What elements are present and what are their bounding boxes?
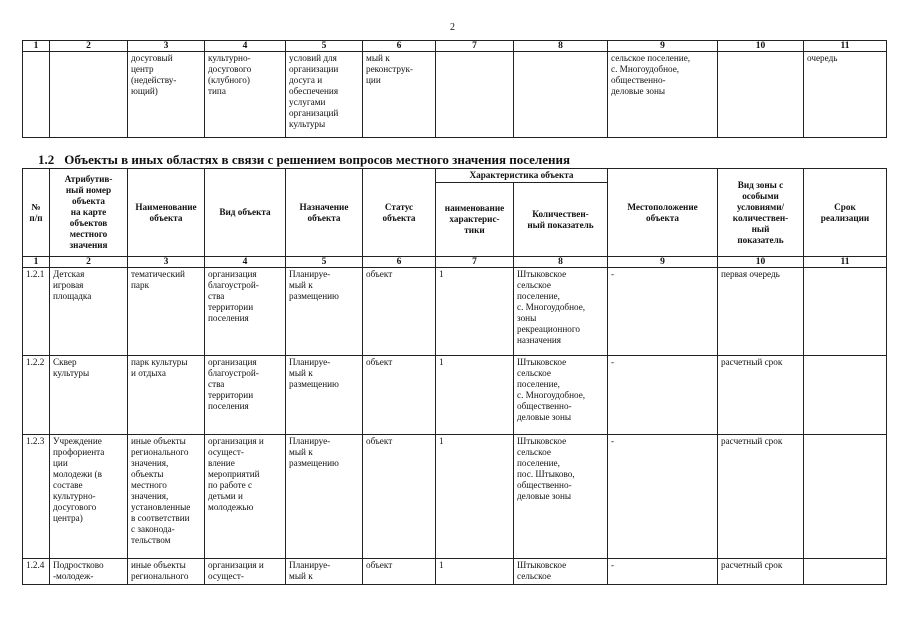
column-number: 1 [23,41,50,52]
column-number: 9 [608,41,718,52]
column-number: 3 [128,41,205,52]
column-number: 5 [286,257,363,268]
header-num: № п/п [23,169,50,257]
header-location: Местоположение объекта [608,169,718,257]
table-cell: первая очередь [718,268,804,356]
column-number: 4 [205,257,286,268]
table-cell: Штыковское сельское [514,559,608,585]
table-cell [50,52,128,138]
header-zone: Вид зоны с особыми условиями/ количествен- ный показатель [718,169,804,257]
table-cell [436,52,514,138]
table-row [23,559,887,585]
table-cell: 1.2.4 [23,559,50,585]
table-cell: объект [363,356,436,435]
table-cell: 1.2.1 [23,268,50,356]
table-cell: расчетный срок [718,356,804,435]
column-number: 7 [436,41,514,52]
header-object-kind: Вид объекта [205,169,286,257]
header-row [23,169,887,183]
table-cell [804,356,887,435]
column-number: 8 [514,257,608,268]
header-term: Срок реализации [804,169,887,257]
table-cell: 1 [436,268,514,356]
table-cell: - [608,559,718,585]
header-object-name: Наименование объекта [128,169,205,257]
table-cell: Сквер культуры [50,356,128,435]
column-number: 10 [718,257,804,268]
table-cell: организация благоустрой- ства территории поселения [205,356,286,435]
table-cell: расчетный срок [718,435,804,559]
table-cell: культурно- досугового (клубного) типа [205,52,286,138]
table-cell: Подростково -молодеж- [50,559,128,585]
table-cell: - [608,356,718,435]
table-cell [514,52,608,138]
table-row [23,268,887,356]
header-attr-number: Атрибутив- ный номер объекта на карте объектов местного значения [50,169,128,257]
column-number: 2 [50,41,128,52]
page-number: 2 [450,22,455,33]
table-cell: Учреждение профориента ции молодежи (в составе культурно- досугового центра) [50,435,128,559]
table-row [23,52,887,138]
column-number: 11 [804,41,887,52]
table-cell [804,559,887,585]
table-cell: 1.2.3 [23,435,50,559]
column-number: 8 [514,41,608,52]
table-row [23,356,887,435]
objects-table [22,168,887,585]
table-cell: Штыковское сельское поселение, с. Многоудобное, общественно- деловые зоны [514,356,608,435]
table-cell: Планируе- мый к размещению [286,356,363,435]
continuation-table [22,40,887,138]
table-cell: парк культуры и отдыха [128,356,205,435]
column-number: 6 [363,257,436,268]
table-cell: - [608,435,718,559]
column-number: 3 [128,257,205,268]
table-cell: Штыковское сельское поселение, пос. Штыково, общественно- деловые зоны [514,435,608,559]
table-cell: объект [363,268,436,356]
table-cell: очередь [804,52,887,138]
table-cell [804,268,887,356]
table-cell [23,52,50,138]
column-number: 1 [23,257,50,268]
table-cell: организация благоустрой- ства территории поселения [205,268,286,356]
table-cell: сельское поселение, с. Многоудобное, общественно- деловые зоны [608,52,718,138]
table-cell: организация и осущест- вление мероприятий по работе с детьми и молодежью [205,435,286,559]
table-cell: иные объекты регионального значения, объекты местного значения, установленные в соответствии с законода- тельством [128,435,205,559]
table-cell [804,435,887,559]
table-cell: Планируе- мый к размещению [286,435,363,559]
section-heading [38,152,570,168]
table-cell: условий для организации досуга и обеспечения услугами организаций культуры [286,52,363,138]
table-cell: тематический парк [128,268,205,356]
column-number: 9 [608,257,718,268]
header-characteristic-name: наименование характерис- тики [436,183,514,257]
table-cell: организация и осущест- [205,559,286,585]
table-cell: Планируе- мый к размещению [286,268,363,356]
table-cell: иные объекты регионального [128,559,205,585]
column-number: 7 [436,257,514,268]
section-title: Объекты в иных областях в связи с решением вопросов местного значения поселения [64,152,571,167]
table-cell: 1.2.2 [23,356,50,435]
column-number: 5 [286,41,363,52]
column-number: 6 [363,41,436,52]
column-number: 10 [718,41,804,52]
table-row [23,435,887,559]
header-characteristic-quantity: Количествен- ный показатель [514,183,608,257]
table-cell: расчетный срок [718,559,804,585]
table-cell: объект [363,559,436,585]
table-cell: 1 [436,356,514,435]
table-cell: Детская игровая площадка [50,268,128,356]
table-cell [718,52,804,138]
column-number: 11 [804,257,887,268]
table-cell: досуговый центр (недейству- ющий) [128,52,205,138]
table-cell: объект [363,435,436,559]
table-cell: 1 [436,435,514,559]
table-cell: - [608,268,718,356]
column-number-row [23,41,887,52]
header-object-purpose: Назначение объекта [286,169,363,257]
table-cell: мый к реконструк- ции [363,52,436,138]
header-characteristics: Характеристика объекта [436,169,608,183]
column-number-row [23,257,887,268]
column-number: 2 [50,257,128,268]
table-cell: Штыковское сельское поселение, с. Многоудобное, зоны рекреационного назначения [514,268,608,356]
table-cell: 1 [436,559,514,585]
column-number: 4 [205,41,286,52]
header-object-status: Статус объекта [363,169,436,257]
table-cell: Планируе- мый к [286,559,363,585]
section-number: 1.2 [38,152,55,167]
